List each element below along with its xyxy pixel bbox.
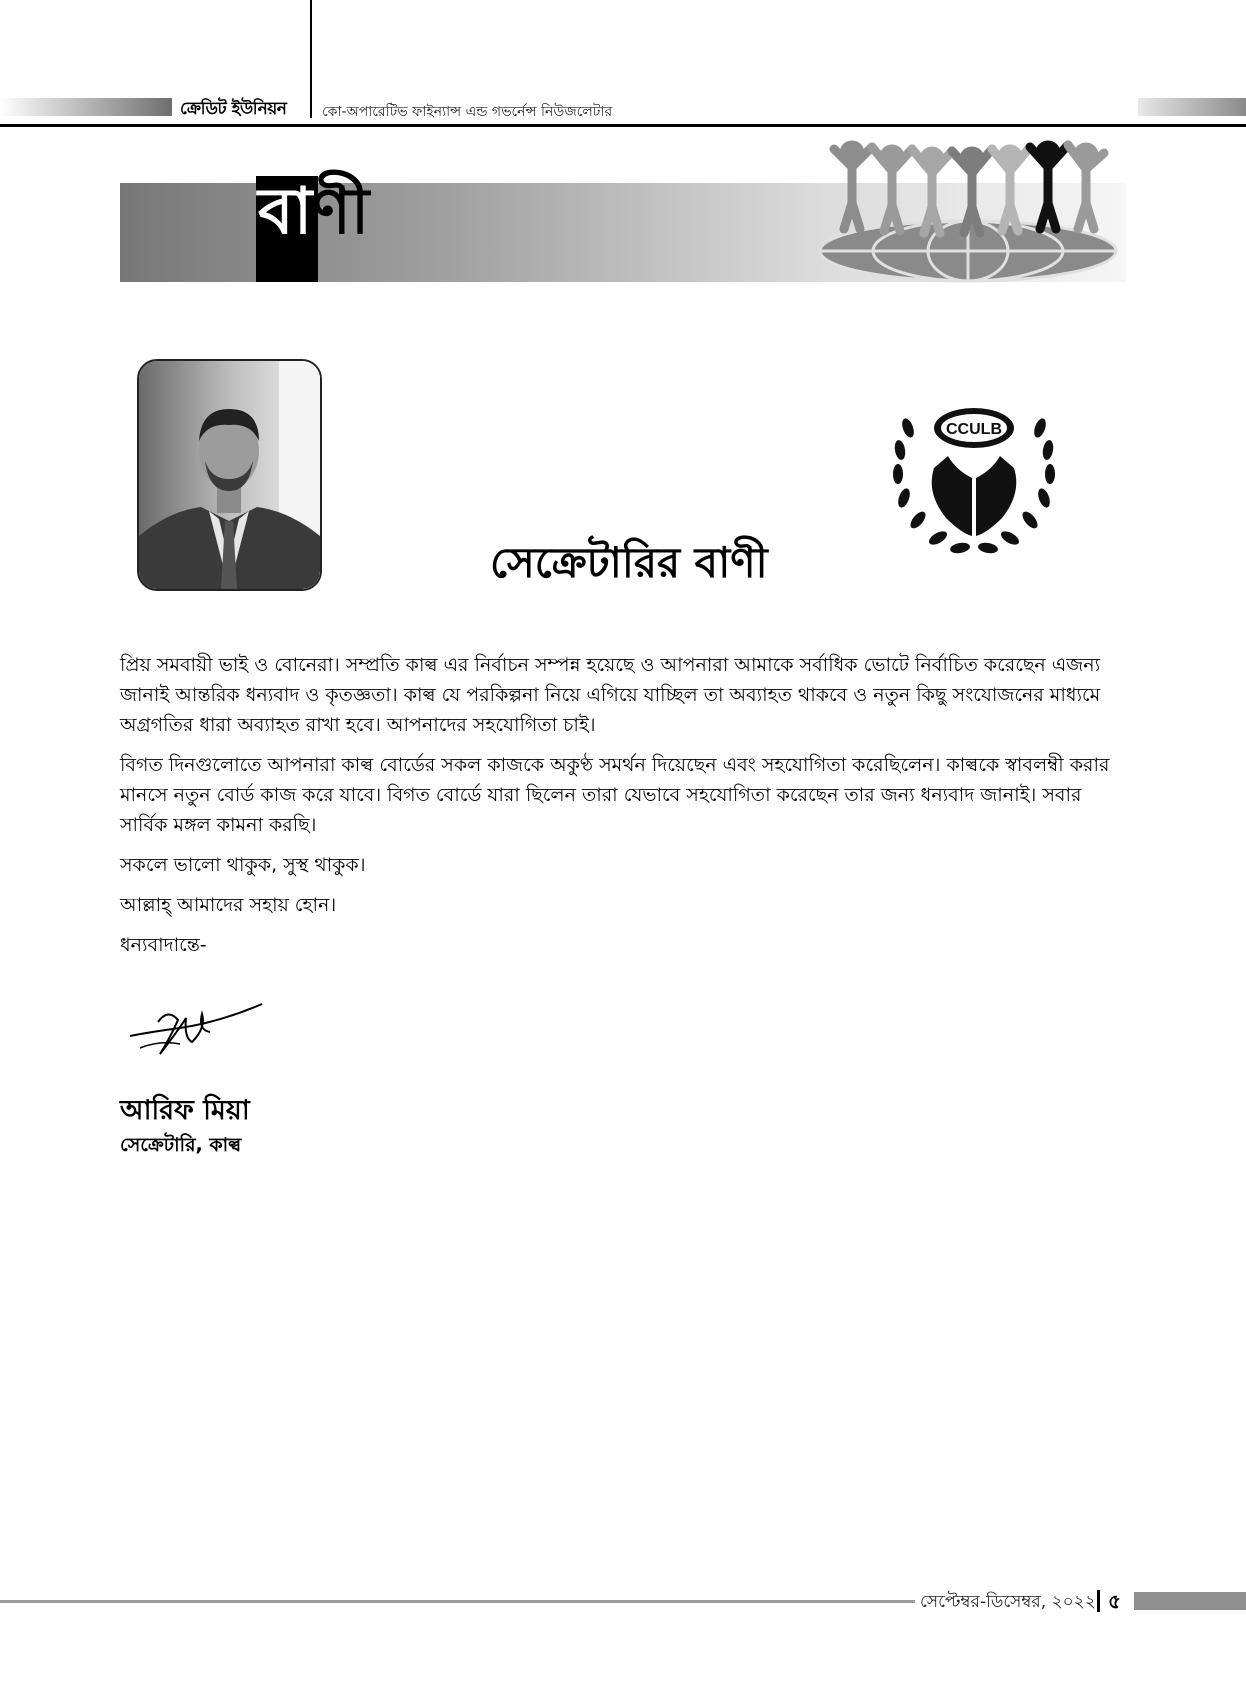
message-paragraph-1: প্রিয় সমবায়ী ভাই ও বোনেরা। সম্প্রতি কাল্ব এর নির্বাচন সম্পন্ন হয়েছে ও আপনারা আমাকে সর্বাধিক ভোটে নির্বাচিত করেছেন এজন্য জানাই আন্তরিক ধন্যবাদ ও কৃতজ্ঞতা। কাল্ব যে পরকিল্পনা নিয়ে এগিয়ে যাচ্ছিল তা অব্যাহত থাকবে ও নতুন কিছু সংযোজনের মাধ্যমে অগ্রগতির ধারা অব্যাহত রাখা হবে। আপনাদের সহযোগিতা চাই। — [120, 654, 1101, 736]
logo-text: CCULB — [946, 421, 1002, 438]
message-paragraph-4: আল্লাহ্‌ আমাদের সহায় হোন। — [120, 894, 337, 916]
banner-title-black: ণী — [312, 174, 370, 249]
message-title: সেক্রেটারির বাণী — [490, 538, 768, 587]
header-left-gradient-bar — [0, 98, 172, 116]
handwritten-signature — [120, 998, 270, 1068]
signer-name: আরিফ মিয়া — [120, 1095, 250, 1126]
message-closing: ধন্যবাদান্তে- — [120, 934, 207, 956]
header-subtitle: কো-অপারেটিভ ফাইন্যান্স এন্ড গভর্নেন্স নিউজলেটার — [322, 104, 613, 120]
secretary-photo — [137, 359, 322, 591]
header-rule — [0, 124, 1246, 127]
header-right-gradient-bar — [1138, 98, 1246, 116]
footer-rule — [0, 1600, 915, 1603]
banner-title — [258, 174, 370, 249]
footer-separator — [1097, 1590, 1100, 1612]
cculb-logo — [886, 398, 1062, 558]
footer-date: সেপ্টেম্বর-ডিসেম্বর, ২০২২ — [920, 1592, 1096, 1612]
page-number: ৫ — [1108, 1589, 1121, 1613]
message-paragraph-2: বিগত দিনগুলোতে আপনারা কাল্ব বোর্ডের সকল কাজকে অকুণ্ঠ সমর্থন দিয়েছেন এবং সহযোগিতা করেছিলেন। কাল্বকে স্বাবলম্বী করার মানসে নতুন বোর্ড কাজ করে যাবে। বিগত বোর্ডে যারা ছিলেন তারা যেভাবে সহযোগিতা করেছেন তার জন্য ধন্যবাদ জানাই। সবার সার্বিক মঙ্গল কামনা করছি। — [120, 754, 1110, 836]
message-body — [120, 650, 1126, 970]
header-brand: ক্রেডিট ইউনিয়ন — [180, 99, 287, 119]
header-separator — [310, 98, 312, 118]
banner-title-white: বা — [258, 174, 313, 249]
footer-gradient-bar — [1134, 1592, 1246, 1610]
signer-title: সেক্রেটারি, কাল্ব — [120, 1134, 242, 1156]
message-paragraph-3: সকলে ভালো থাকুক, সুস্থ থাকুক। — [120, 854, 366, 876]
people-globe-illustration-icon — [812, 133, 1124, 285]
